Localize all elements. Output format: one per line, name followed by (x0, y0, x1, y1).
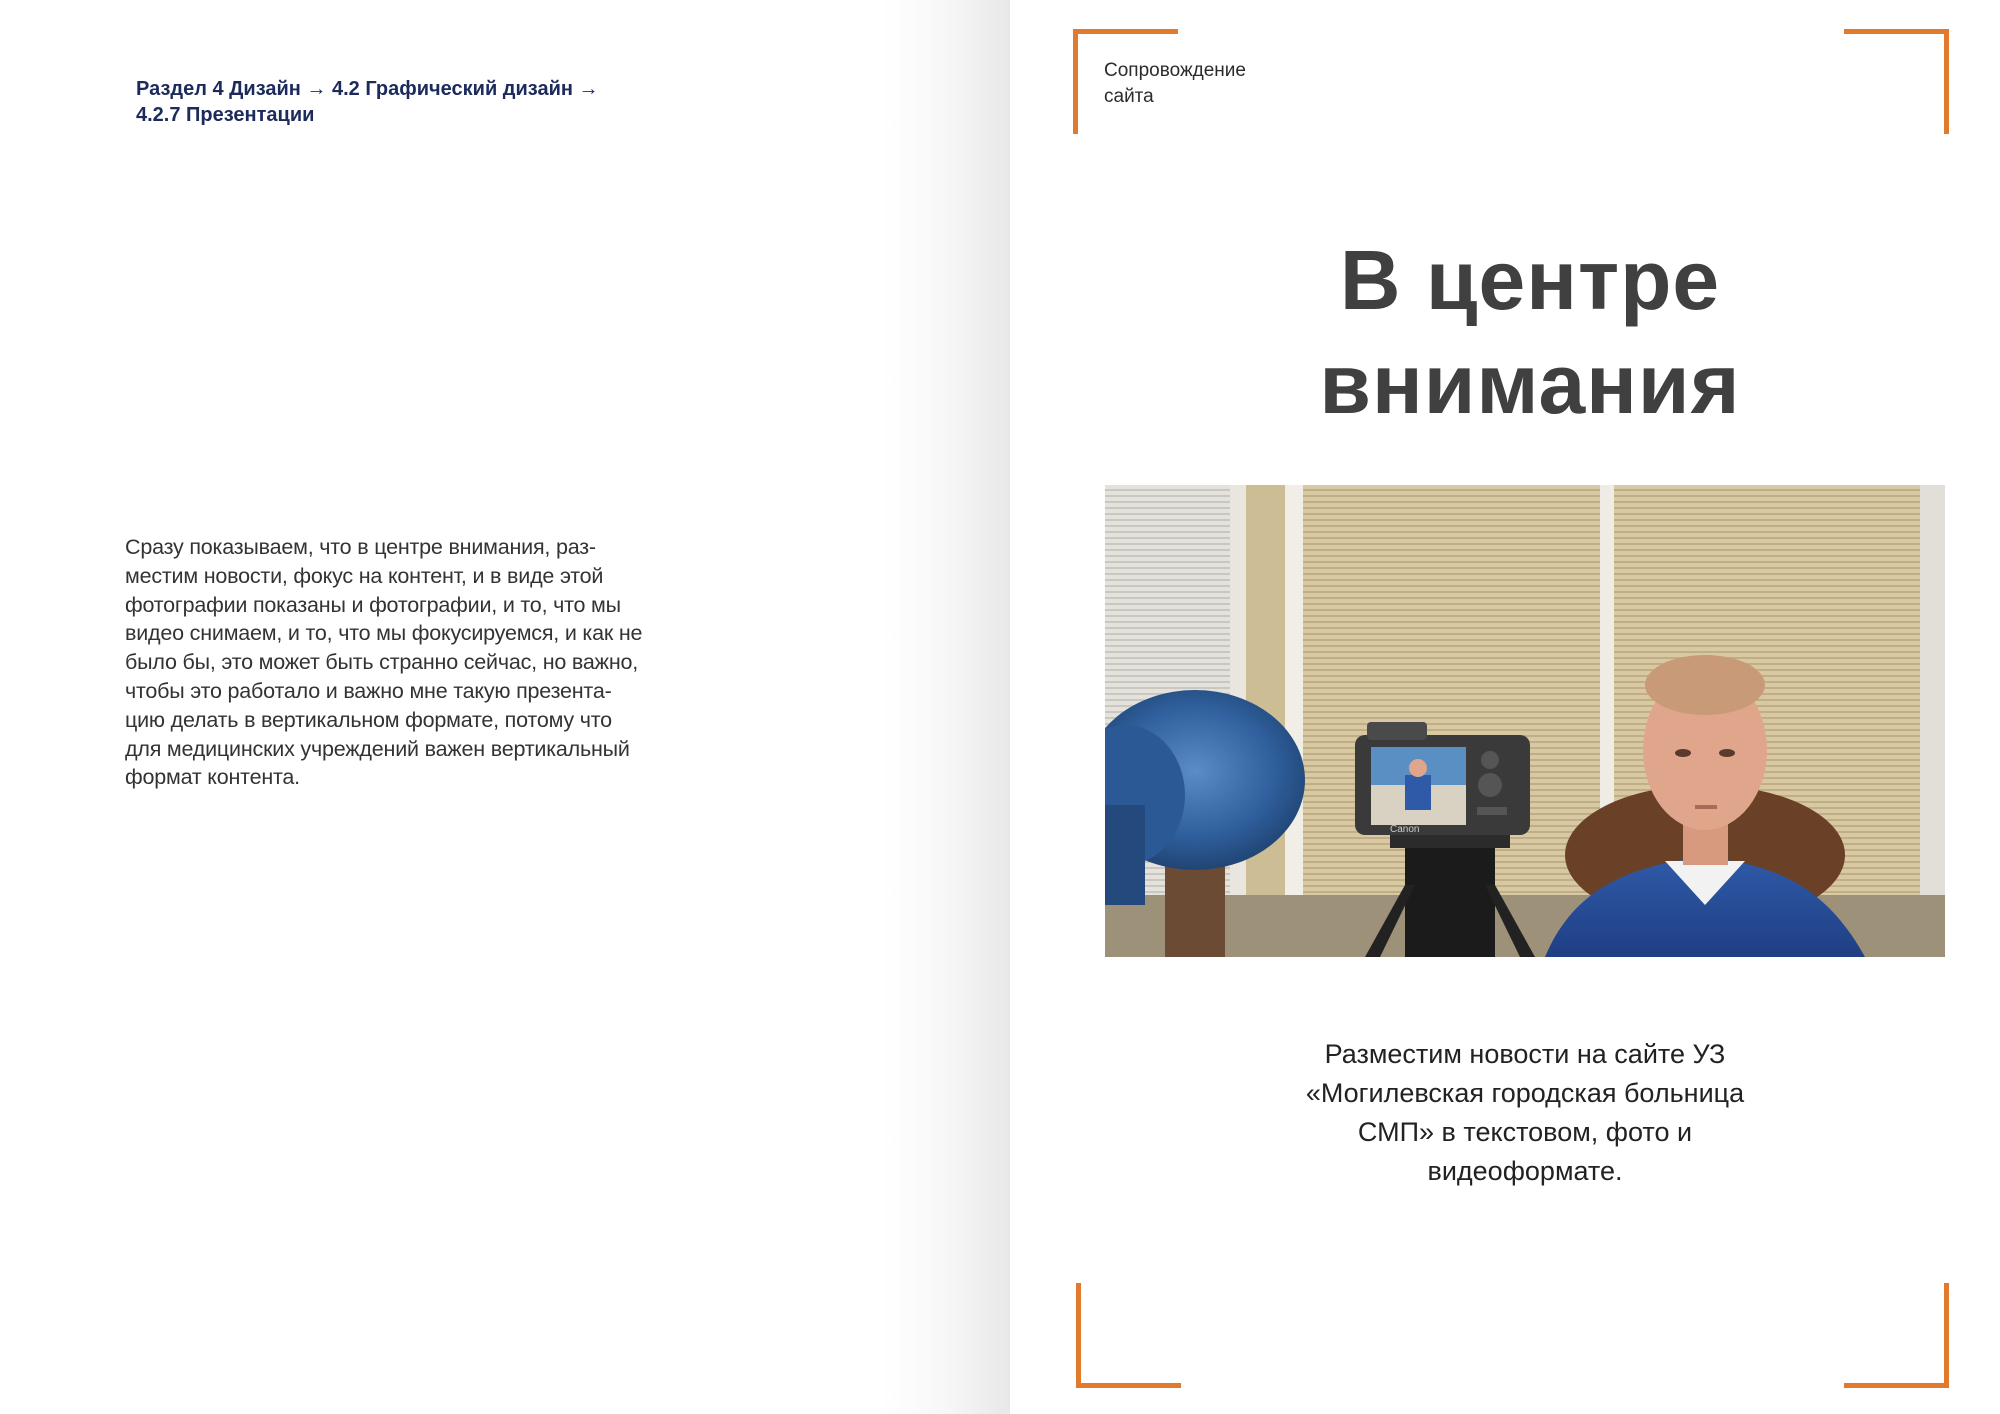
page-title (1080, 228, 1980, 436)
corner-bracket-bottom-right (1844, 1283, 1949, 1388)
description-line: фотографии показаны и фотографии, и то, что мы (125, 592, 621, 617)
description-line: формат контента. (125, 765, 300, 790)
description-text (125, 533, 715, 792)
right-page (1010, 0, 2000, 1414)
description-line: чтобы это работало и важно мне такую презента- (125, 678, 612, 703)
camera-brand-label: Canon (1390, 824, 1420, 835)
breadcrumb-line-1: Раздел 4 Дизайн → 4.2 Графический дизайн → (136, 78, 599, 100)
breadcrumb-line-2: 4.2.7 Презентации (136, 104, 315, 126)
caption-text (1210, 1035, 1840, 1191)
caption-line: видеоформате. (1427, 1156, 1623, 1186)
caption-line: Разместим новости на сайте УЗ (1324, 1039, 1726, 1069)
section-tag (1104, 58, 1324, 110)
section-tag-line-1: Сопровождение (1104, 60, 1246, 81)
page-title-line-1: В центре (1339, 233, 1721, 327)
description-line: местим новости, фокус на контент, и в виде этой (125, 563, 604, 588)
page-title-line-2: внимания (1319, 337, 1741, 431)
caption-line: «Могилевская городская больница (1305, 1078, 1745, 1108)
description-line: цию делать в вертикальном формате, потому что (125, 707, 612, 732)
description-line: видео снимаем, и то, что мы фокусируемся, и как не (125, 621, 643, 646)
description-line: было бы, это может быть странно сейчас, но важно, (125, 650, 639, 675)
description-line: Сразу показываем, что в центре внимания, раз- (125, 535, 596, 559)
description-line: для медицинских учреждений важен вертикальный (125, 736, 630, 761)
breadcrumb (136, 76, 696, 128)
page-fold-shadow (880, 0, 1010, 1414)
caption-line: СМП» в текстовом, фото и (1357, 1117, 1693, 1147)
section-tag-line-2: сайта (1104, 86, 1154, 107)
corner-bracket-bottom-left (1076, 1283, 1181, 1388)
corner-bracket-top-right (1844, 29, 1949, 134)
photo-man-with-camera (1105, 485, 1945, 957)
